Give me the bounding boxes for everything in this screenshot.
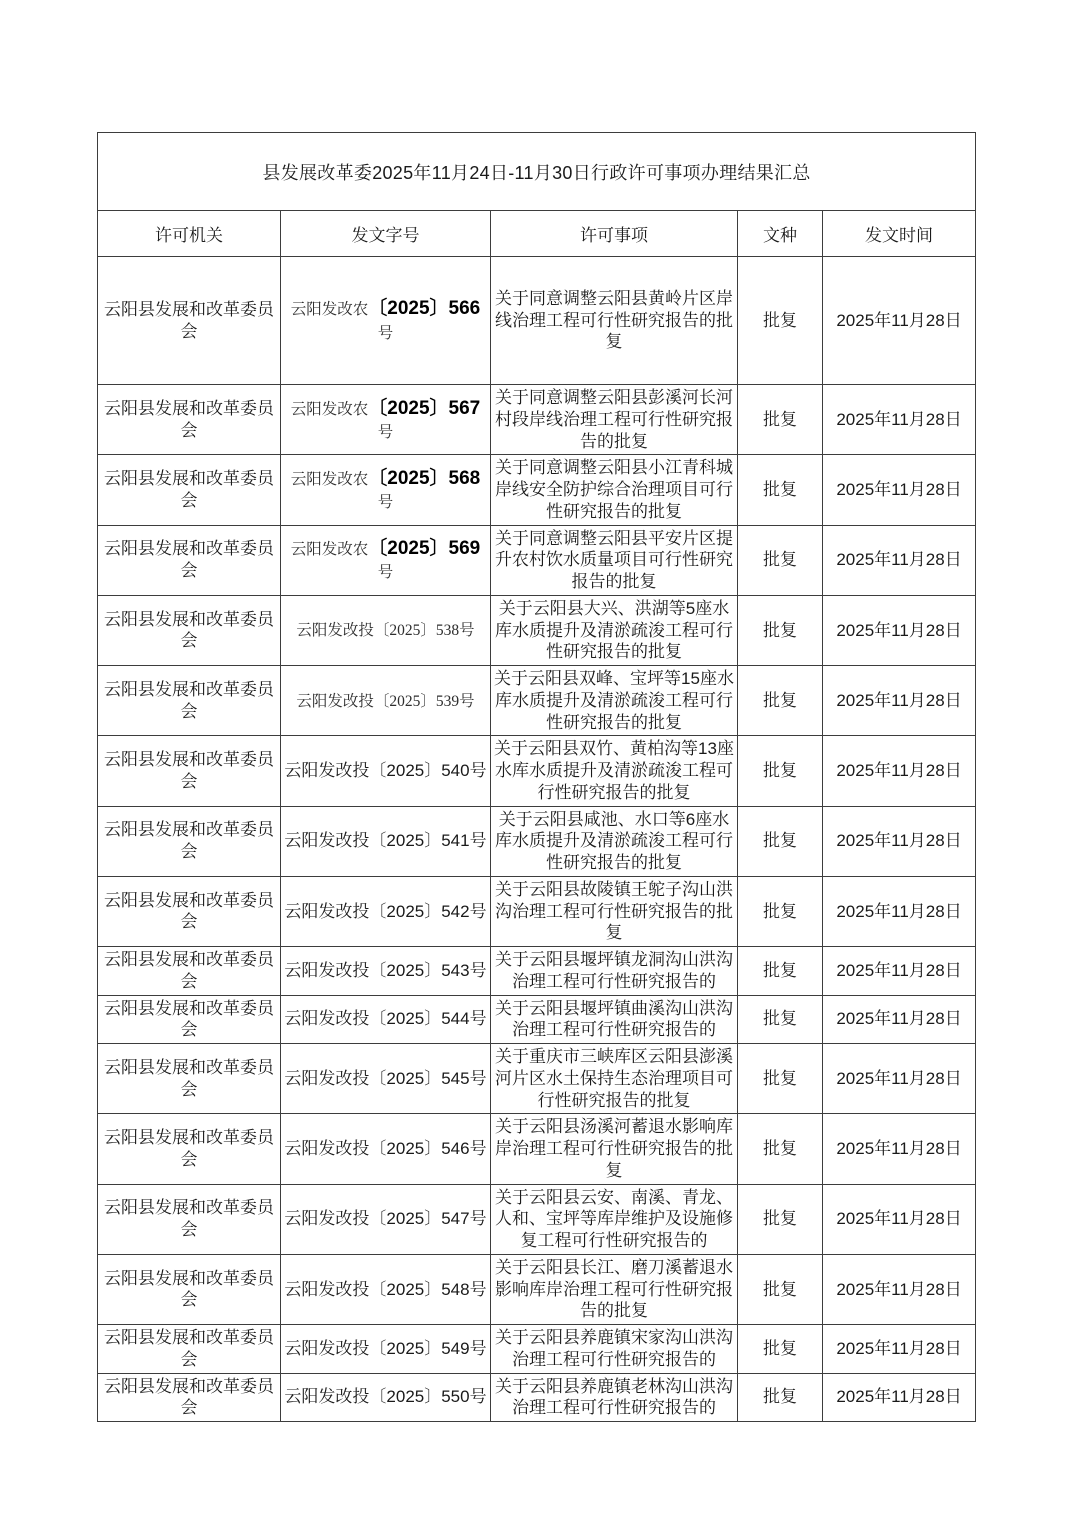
doc-no-cell: [281, 736, 491, 806]
doc-type-cell: 批复: [738, 947, 823, 996]
date-cell: 2025年11月28日: [823, 257, 976, 385]
matter-cell: 关于云阳县汤溪河蓄退水影响库岸治理工程可行性研究报告的批复: [491, 1114, 738, 1184]
col-header-document-number: 发文字号: [281, 211, 491, 257]
doc-no-segment: 云阳发改投〔2025〕548号: [284, 1279, 487, 1299]
table-row: [98, 257, 976, 385]
col-header-licensing-authority: 许可机关: [98, 211, 281, 257]
table-row: [98, 1373, 976, 1422]
matter-cell: 关于云阳县双峰、宝坪等15座水库水质提升及清淤疏浚工程可行性研究报告的批复: [491, 666, 738, 736]
date-cell: 2025年11月28日: [823, 995, 976, 1044]
doc-type-cell: 批复: [738, 1254, 823, 1324]
doc-no-cell: [281, 1254, 491, 1324]
approval-results-table: [97, 132, 976, 1422]
org-cell: 云阳县发展和改革委员会: [98, 257, 281, 385]
date-cell: 2025年11月28日: [823, 595, 976, 665]
doc-type-cell: 批复: [738, 806, 823, 876]
matter-cell: 关于云阳县长江、磨刀溪蓄退水影响库岸治理工程可行性研究报告的批复: [491, 1254, 738, 1324]
date-cell: 2025年11月28日: [823, 1114, 976, 1184]
org-cell: 云阳县发展和改革委员会: [98, 666, 281, 736]
doc-no-cell: [281, 1184, 491, 1254]
org-cell: 云阳县发展和改革委员会: [98, 385, 281, 455]
table-row: [98, 1184, 976, 1254]
matter-cell: 关于云阳县堰坪镇曲溪沟山洪沟治理工程可行性研究报告的: [491, 995, 738, 1044]
matter-cell: 关于同意调整云阳县平安片区提升农村饮水质量项目可行性研究报告的批复: [491, 525, 738, 595]
table-row: [98, 385, 976, 455]
doc-no-segment: 云阳发改投〔2025〕538号: [296, 622, 475, 640]
date-cell: 2025年11月28日: [823, 1325, 976, 1374]
matter-cell: 关于云阳县双竹、黄柏沟等13座水库水质提升及清淤疏浚工程可行性研究报告的批复: [491, 736, 738, 806]
date-cell: 2025年11月28日: [823, 1044, 976, 1114]
doc-no-segment: 号: [377, 564, 394, 582]
table-row: [98, 876, 976, 946]
date-cell: 2025年11月28日: [823, 455, 976, 525]
table-row: [98, 1114, 976, 1184]
doc-no-cell: [281, 1114, 491, 1184]
doc-no-cell: [281, 595, 491, 665]
table-row: [98, 1325, 976, 1374]
table-row: [98, 1044, 976, 1114]
date-cell: 2025年11月28日: [823, 947, 976, 996]
doc-no-segment: 号: [377, 324, 394, 342]
doc-type-cell: 批复: [738, 385, 823, 455]
doc-type-cell: 批复: [738, 1044, 823, 1114]
matter-cell: 关于云阳县大兴、洪湖等5座水库水质提升及清淤疏浚工程可行性研究报告的批复: [491, 595, 738, 665]
org-cell: 云阳县发展和改革委员会: [98, 1114, 281, 1184]
doc-type-cell: 批复: [738, 455, 823, 525]
table-row: [98, 666, 976, 736]
org-cell: 云阳县发展和改革委员会: [98, 876, 281, 946]
doc-no-cell: [281, 257, 491, 385]
matter-cell: 关于云阳县故陵镇王鸵子沟山洪沟治理工程可行性研究报告的批复: [491, 876, 738, 946]
doc-type-cell: 批复: [738, 1325, 823, 1374]
table-row: [98, 595, 976, 665]
table-row: [98, 736, 976, 806]
doc-no-segment: 云阳发改农: [290, 541, 369, 559]
table-row: [98, 806, 976, 876]
date-cell: 2025年11月28日: [823, 1254, 976, 1324]
col-header-issue-date: 发文时间: [823, 211, 976, 257]
date-cell: 2025年11月28日: [823, 1184, 976, 1254]
doc-type-cell: 批复: [738, 736, 823, 806]
date-cell: 2025年11月28日: [823, 806, 976, 876]
doc-no-segment: 云阳发改农: [290, 301, 369, 319]
doc-no-segment: 云阳发改投〔2025〕543号: [284, 960, 487, 980]
doc-no-segment: 〔2025〕566: [368, 298, 481, 320]
table-row: [98, 947, 976, 996]
doc-no-segment: 〔2025〕568: [368, 467, 481, 489]
matter-cell: 关于云阳县咸池、水口等6座水库水质提升及清淤疏浚工程可行性研究报告的批复: [491, 806, 738, 876]
matter-cell: 关于云阳县堰坪镇龙洞沟山洪沟治理工程可行性研究报告的: [491, 947, 738, 996]
date-cell: 2025年11月28日: [823, 876, 976, 946]
matter-cell: 关于重庆市三峡库区云阳县澎溪河片区水土保持生态治理项目可行性研究报告的批复: [491, 1044, 738, 1114]
doc-no-cell: [281, 1044, 491, 1114]
doc-no-cell: [281, 995, 491, 1044]
matter-cell: 关于同意调整云阳县小江青科城岸线安全防护综合治理项目可行性研究报告的批复: [491, 455, 738, 525]
doc-no-segment: 云阳发改投〔2025〕547号: [284, 1209, 487, 1229]
org-cell: 云阳县发展和改革委员会: [98, 455, 281, 525]
doc-no-cell: [281, 876, 491, 946]
doc-no-cell: [281, 1373, 491, 1422]
doc-type-cell: 批复: [738, 666, 823, 736]
doc-type-cell: 批复: [738, 257, 823, 385]
table-row: [98, 1254, 976, 1324]
org-cell: 云阳县发展和改革委员会: [98, 736, 281, 806]
col-header-document-type: 文种: [738, 211, 823, 257]
doc-no-segment: 云阳发改投〔2025〕549号: [284, 1338, 487, 1358]
doc-no-segment: 云阳发改投〔2025〕550号: [284, 1387, 487, 1407]
date-cell: 2025年11月28日: [823, 1373, 976, 1422]
doc-no-segment: 号: [377, 423, 394, 441]
doc-no-cell: [281, 385, 491, 455]
doc-type-cell: 批复: [738, 525, 823, 595]
doc-no-segment: 云阳发改投〔2025〕540号: [284, 761, 487, 780]
doc-type-cell: 批复: [738, 876, 823, 946]
doc-no-segment: 云阳发改投〔2025〕544号: [284, 1009, 487, 1029]
doc-no-segment: 云阳发改投〔2025〕546号: [284, 1139, 487, 1158]
doc-type-cell: 批复: [738, 995, 823, 1044]
table-row: [98, 995, 976, 1044]
col-header-licensed-matter: 许可事项: [491, 211, 738, 257]
org-cell: 云阳县发展和改革委员会: [98, 806, 281, 876]
date-cell: 2025年11月28日: [823, 385, 976, 455]
doc-no-cell: [281, 947, 491, 996]
matter-cell: 关于同意调整云阳县彭溪河长河村段岸线治理工程可行性研究报告的批复: [491, 385, 738, 455]
doc-no-segment: 〔2025〕569: [368, 538, 481, 560]
doc-no-cell: [281, 1325, 491, 1374]
doc-no-segment: 〔2025〕567: [368, 397, 481, 419]
date-cell: 2025年11月28日: [823, 666, 976, 736]
org-cell: 云阳县发展和改革委员会: [98, 1373, 281, 1422]
doc-type-cell: 批复: [738, 1114, 823, 1184]
doc-no-segment: 云阳发改投〔2025〕541号: [284, 831, 487, 851]
doc-type-cell: 批复: [738, 1184, 823, 1254]
org-cell: 云阳县发展和改革委员会: [98, 1184, 281, 1254]
date-cell: 2025年11月28日: [823, 736, 976, 806]
date-cell: 2025年11月28日: [823, 525, 976, 595]
table-row: [98, 455, 976, 525]
table-body: [98, 257, 976, 1422]
doc-no-segment: 云阳发改投〔2025〕545号: [284, 1068, 487, 1088]
doc-no-cell: [281, 666, 491, 736]
title-row: [98, 133, 976, 211]
org-cell: 云阳县发展和改革委员会: [98, 525, 281, 595]
doc-no-segment: 号: [377, 494, 394, 512]
matter-cell: 关于云阳县养鹿镇宋家沟山洪沟治理工程可行性研究报告的: [491, 1325, 738, 1374]
org-cell: 云阳县发展和改革委员会: [98, 1254, 281, 1324]
org-cell: 云阳县发展和改革委员会: [98, 947, 281, 996]
table-row: [98, 525, 976, 595]
matter-cell: 关于云阳县养鹿镇老林沟山洪沟治理工程可行性研究报告的: [491, 1373, 738, 1422]
org-cell: 云阳县发展和改革委员会: [98, 1325, 281, 1374]
header-row: [98, 211, 976, 257]
doc-no-cell: [281, 806, 491, 876]
doc-no-segment: 云阳发改投〔2025〕542号: [284, 901, 487, 921]
org-cell: 云阳县发展和改革委员会: [98, 595, 281, 665]
doc-no-segment: 云阳发改农: [290, 470, 369, 488]
org-cell: 云阳县发展和改革委员会: [98, 1044, 281, 1114]
table-title: 县发展改革委2025年11月24日-11月30日行政许可事项办理结果汇总: [98, 133, 976, 211]
doc-no-cell: [281, 525, 491, 595]
org-cell: 云阳县发展和改革委员会: [98, 995, 281, 1044]
doc-type-cell: 批复: [738, 595, 823, 665]
doc-no-segment: 云阳发改投〔2025〕539号: [296, 692, 475, 710]
doc-no-segment: 云阳发改农: [290, 400, 369, 418]
matter-cell: 关于云阳县云安、南溪、青龙、人和、宝坪等库岸维护及设施修复工程可行性研究报告的: [491, 1184, 738, 1254]
matter-cell: 关于同意调整云阳县黄岭片区岸线治理工程可行性研究报告的批复: [491, 257, 738, 385]
doc-no-cell: [281, 455, 491, 525]
doc-type-cell: 批复: [738, 1373, 823, 1422]
